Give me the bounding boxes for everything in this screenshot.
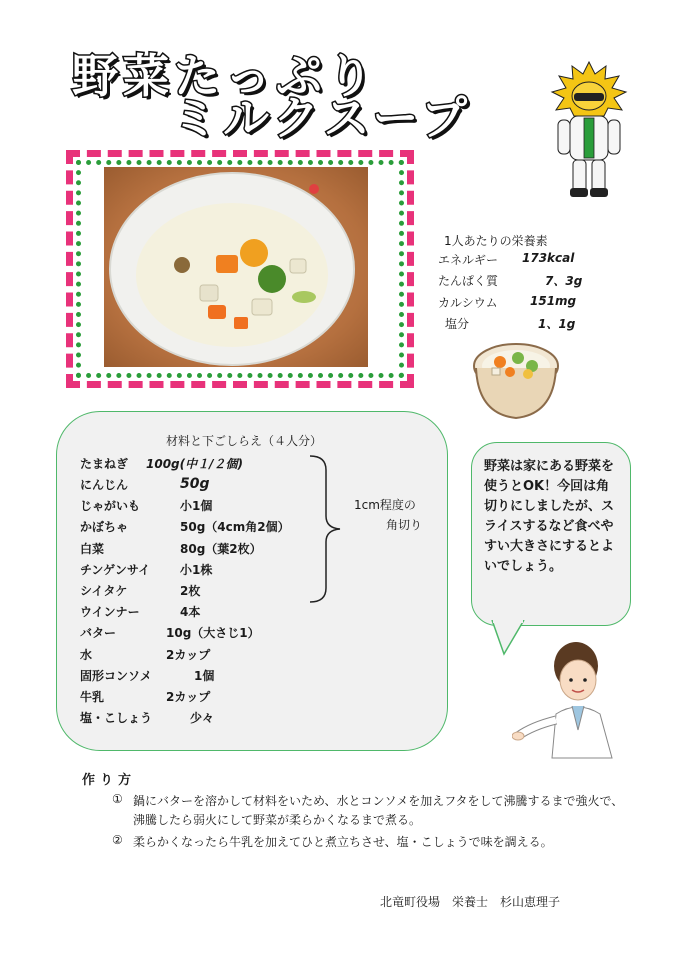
- nutrition-heading: 1人あたりの栄養素: [444, 234, 548, 248]
- ingredient-name: チンゲンサイ: [80, 563, 151, 577]
- cut-note: 1cm程度の: [354, 498, 416, 512]
- ingredient-name: ウインナー: [80, 605, 140, 619]
- soup-photo: [104, 167, 368, 367]
- ingredient-name: 白菜: [80, 542, 105, 556]
- ingredient-amount: 80g（葉2枚）: [180, 542, 262, 556]
- ingredient-name: じゃがいも: [80, 499, 141, 513]
- nutrition-label: カルシウム: [438, 296, 498, 310]
- nutrition-label: たんぱく質: [438, 274, 499, 288]
- ingredient-name: バター: [80, 626, 117, 640]
- nutrition-label: 塩分: [445, 317, 470, 331]
- credit: 北竜町役場 栄養士 杉山恵理子: [380, 895, 561, 909]
- tip-bubble: [471, 442, 631, 626]
- nutrition-value: 1、1g: [538, 317, 576, 331]
- step-text: 沸騰したら弱火にして野菜が柔らかくなるまで煮る。: [133, 813, 422, 827]
- ingredient-amount: 50g（4cm角2個）: [180, 520, 290, 534]
- nutritionist-illustration: [512, 640, 622, 760]
- tip-text: 野菜は家にある野菜を使うとOK！今回は角切りにしましたが、スライスするなど食べやすい大きさにするとよいでしょう。: [484, 459, 615, 574]
- nutrition-value: 7、3g: [545, 274, 583, 288]
- ingredient-amount: 2カップ: [166, 690, 211, 704]
- ingredient-name: 水: [80, 648, 93, 662]
- ingredient-amount: 2枚: [180, 584, 201, 598]
- title-line1: 野菜たっぷり: [72, 49, 378, 103]
- soup-pot-illustration: [470, 338, 562, 422]
- nutrition-value: 151mg: [530, 294, 577, 308]
- ingredients-heading: 材料と下ごしらえ（４人分）: [166, 434, 323, 448]
- ingredient-amount: 小1個: [180, 499, 213, 513]
- ingredient-name: 塩・こしょう: [80, 711, 153, 725]
- cut-note: 角切り: [386, 518, 423, 532]
- nutrition-label: エネルギー: [438, 253, 499, 267]
- ingredient-amount: 50g: [180, 476, 210, 492]
- step-number: ①: [112, 792, 123, 806]
- method-heading: 作り方: [82, 773, 137, 788]
- sunflower-mascot-illustration: [548, 60, 630, 200]
- ingredient-name: 固形コンソメ: [80, 669, 152, 683]
- title-line2: ミルクスープ: [172, 91, 473, 145]
- ingredient-name: にんじん: [80, 478, 129, 492]
- ingredient-amount: 4本: [180, 605, 201, 619]
- step-text: 鍋にバターを溶かして材料をいため、水とコンソメを加えフタをして沸騰するまで強火で、: [133, 794, 624, 808]
- ingredient-name: かぼちゃ: [80, 520, 129, 534]
- step-text: 柔らかくなったら牛乳を加えてひと煮立ちさせ、塩・こしょうで味を調える。: [133, 835, 553, 849]
- curly-brace-icon: [306, 454, 346, 604]
- ingredient-amount: 100g(中１/２個): [146, 457, 243, 471]
- nutrition-value: 173kcal: [522, 251, 575, 265]
- step-number: ②: [112, 833, 123, 847]
- ingredient-amount: 1個: [194, 669, 215, 683]
- ingredient-amount: 10g（大さじ1）: [166, 626, 260, 640]
- ingredient-amount: 小1株: [180, 563, 213, 577]
- ingredient-name: 牛乳: [80, 690, 105, 704]
- ingredient-amount: 2カップ: [166, 648, 211, 662]
- ingredient-amount: 少々: [190, 711, 215, 725]
- ingredient-name: シイタケ: [80, 584, 128, 598]
- ingredient-name: たまねぎ: [80, 457, 129, 471]
